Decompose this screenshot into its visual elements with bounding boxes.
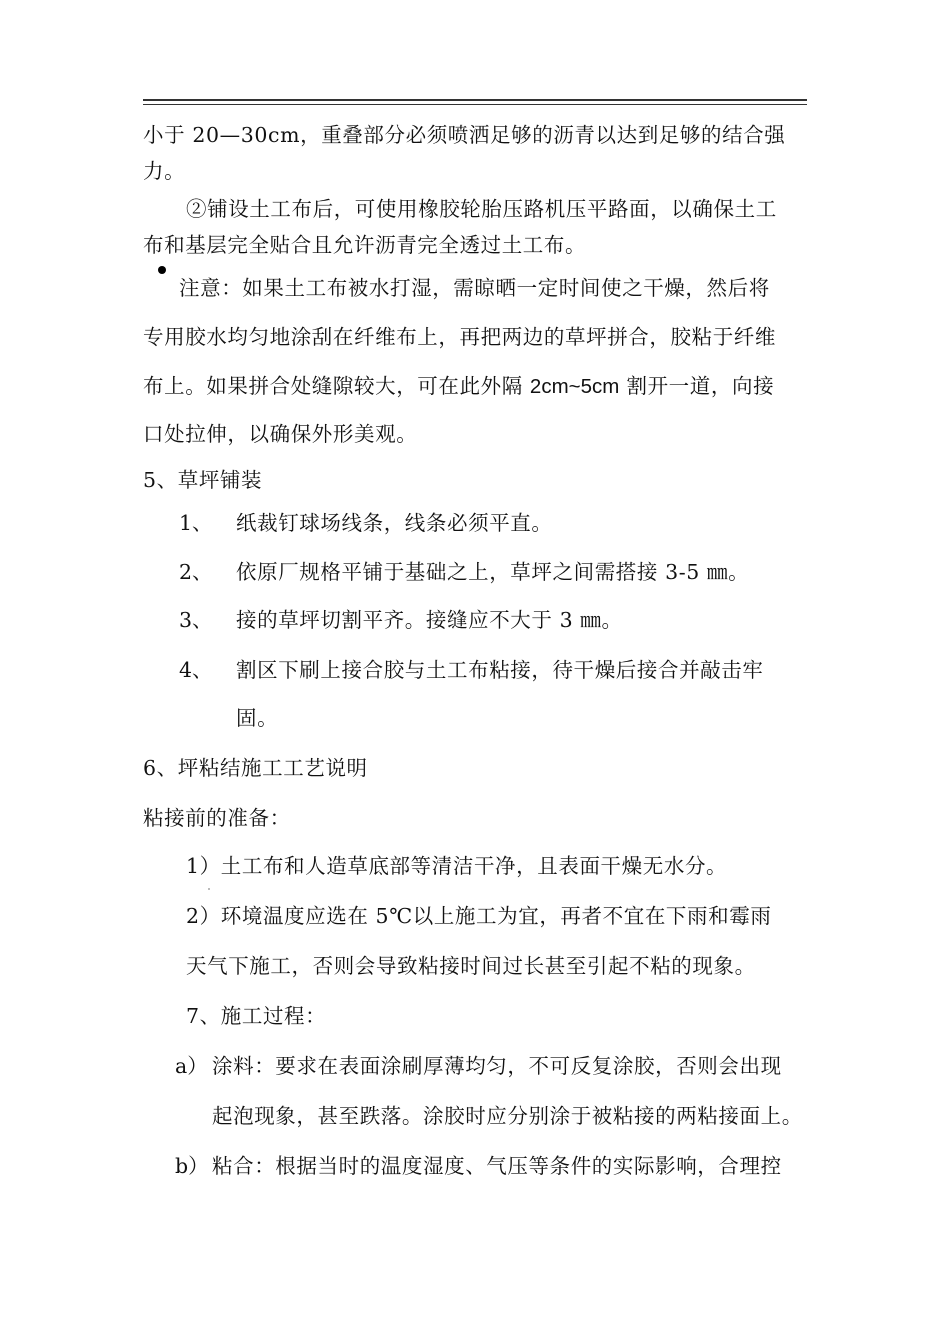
- para2-line2: 布和基层完全贴合且允许沥青完全透过土工布。: [143, 233, 587, 257]
- section6-prep1: 1）土工布和人造草底部等清洁干净，且表面干燥无水分。: [186, 854, 728, 878]
- section7-a-line2: 起泡现象，甚至跌落。涂胶时应分别涂于被粘接的两粘接面上。: [212, 1104, 803, 1128]
- section5-item2-number: 2、: [179, 560, 213, 584]
- para2-line1: ②铺设土工布后，可使用橡胶轮胎压路机压平路面，以确保土工: [186, 197, 777, 221]
- note-line3-pre: 布上。如果拼合处缝隙较大，可在此外隔: [143, 374, 530, 398]
- para1-line1: 小于 20—30cm，重叠部分必须喷洒足够的沥青以达到足够的结合强: [143, 123, 786, 147]
- section5-item1-number: 1、: [179, 511, 213, 535]
- section5-item3-number: 3、: [179, 608, 213, 632]
- section5-item4-continuation: 固。: [236, 706, 279, 730]
- section6-prep-heading: 粘接前的准备：: [143, 806, 291, 830]
- bullet-icon: [158, 266, 166, 274]
- section5-item4-text: 割区下刷上接合胶与土工布粘接，待干燥后接合并敲击牢: [236, 658, 764, 682]
- note-line3-measure: 2cm~5cm: [529, 375, 620, 398]
- section6-heading: 6、坪粘结施工工艺说明: [143, 756, 368, 780]
- para1-line2: 力。: [143, 159, 186, 183]
- section5-item3-text: 接的草坪切割平齐。接缝应不大于 3 ㎜。: [236, 608, 623, 632]
- scan-speck: [208, 888, 210, 890]
- section7-a-line1: 涂料：要求在表面涂刷厚薄均匀，不可反复涂胶，否则会出现: [212, 1054, 782, 1078]
- note-line2: 专用胶水均匀地涂刮在纤维布上，再把两边的草坪拼合，胶粘于纤维: [143, 325, 776, 349]
- section7-b-label: b）: [175, 1154, 209, 1178]
- section7-a-label: a）: [175, 1054, 208, 1078]
- note-line1: 注意：如果土工布被水打湿，需晾晒一定时间使之干燥，然后将: [179, 276, 770, 300]
- note-line4: 口处拉伸，以确保外形美观。: [143, 422, 418, 446]
- note-line3-post: 割开一道，向接: [619, 374, 775, 398]
- section6-prep2-line2: 天气下施工，否则会导致粘接时间过长甚至引起不粘的现象。: [186, 954, 756, 978]
- section7-heading: 7、施工过程：: [186, 1004, 327, 1028]
- section5-heading: 5、草坪铺装: [143, 468, 263, 492]
- section5-item4-number: 4、: [179, 658, 213, 682]
- header-rule-thick: [143, 99, 807, 101]
- section6-prep2-line1: 2）环境温度应选在 5℃以上施工为宜，再者不宜在下雨和霉雨: [186, 904, 772, 928]
- section5-item2-text: 依原厂规格平铺于基础之上，草坪之间需搭接 3-5 ㎜。: [236, 560, 750, 584]
- header-rule-thin: [143, 104, 807, 105]
- section7-b-line1: 粘合：根据当时的温度湿度、气压等条件的实际影响，合理控: [212, 1154, 782, 1178]
- section5-item1-text: 纸裁钉球场线条，线条必须平直。: [236, 511, 553, 535]
- note-line3: [143, 373, 774, 400]
